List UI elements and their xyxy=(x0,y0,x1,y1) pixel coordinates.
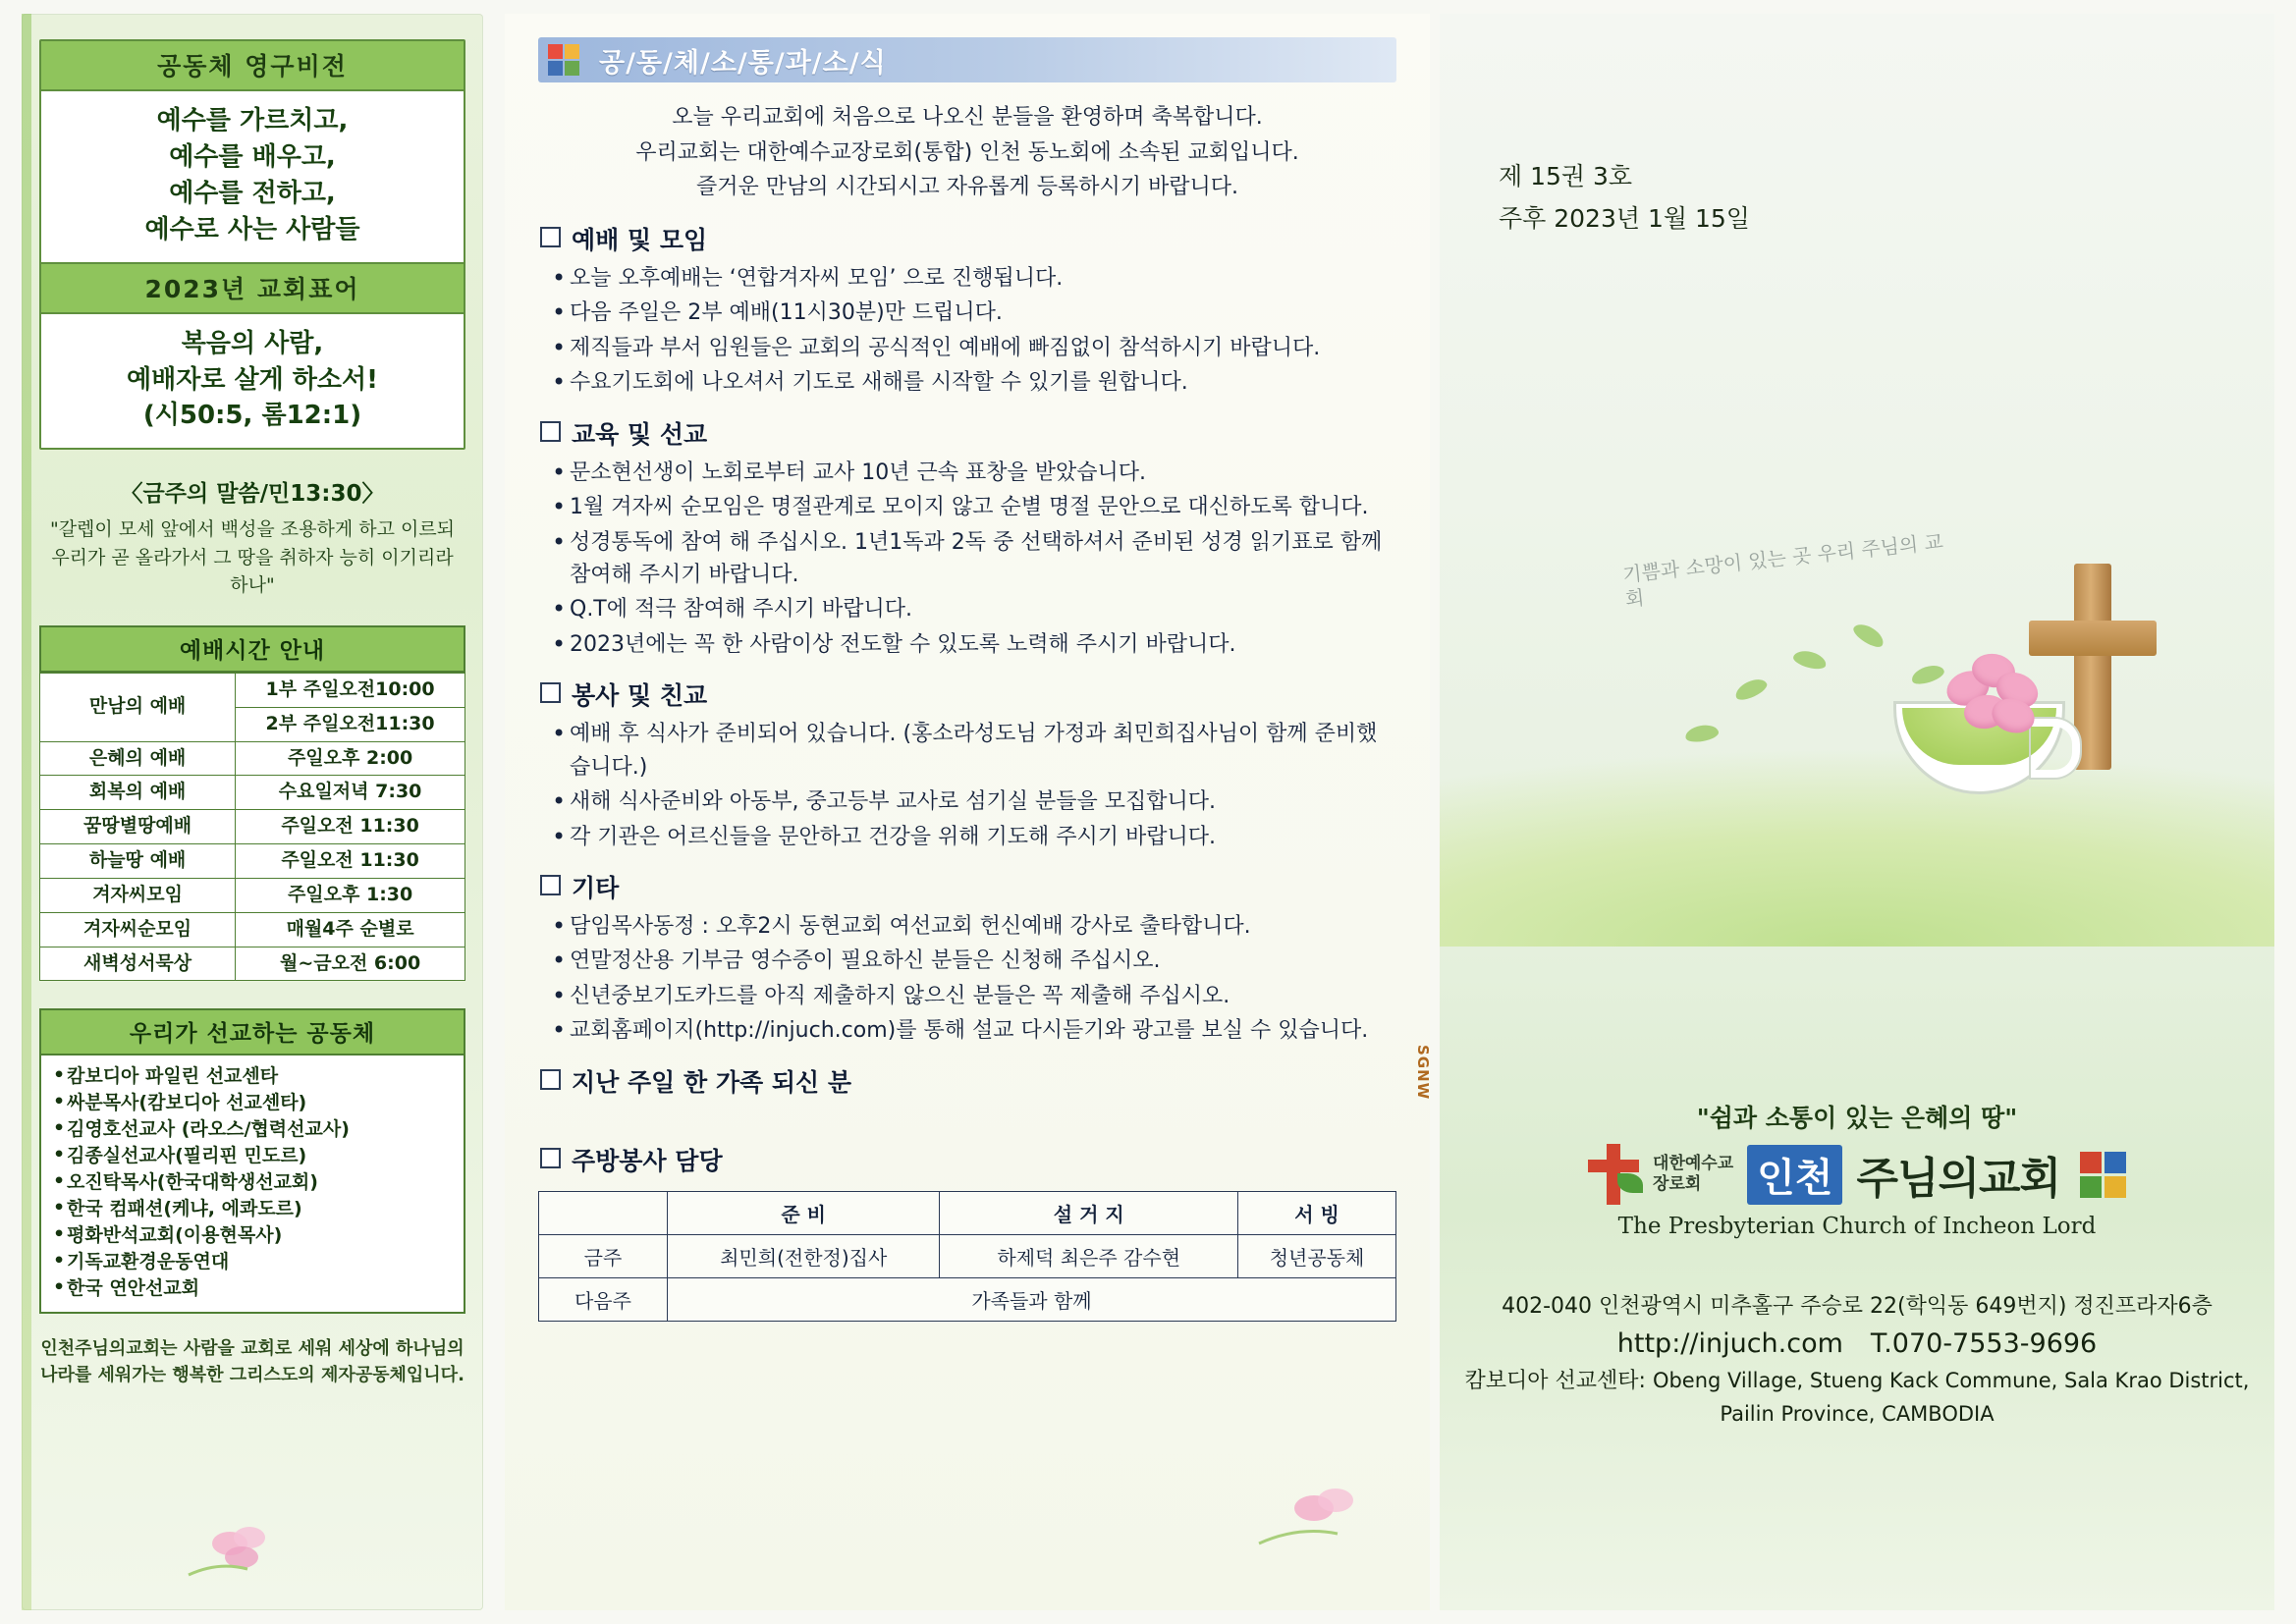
week-word-body: "갈렙이 모세 앞에서 백성을 조용하게 하고 이르되 우리가 곧 올라가서 그 땅을 취하자 능히 이기리라 하나" xyxy=(49,518,456,597)
leaf-icon xyxy=(1732,676,1770,704)
service-time: 1부 주일오전10:00 xyxy=(236,673,465,707)
list-item: • 한국 컴패션(케냐, 에콰도르) xyxy=(53,1196,454,1222)
list-item: • 평화반석교회(이용현목사) xyxy=(53,1222,454,1249)
list-item: • Q.T에 적극 참여해 주시기 바랍니다. xyxy=(538,593,1396,625)
news-banner-title: 공/동/체/소/통/과/소/식 xyxy=(599,47,887,79)
duty-cell: 최민희(전한정)집사 xyxy=(667,1234,940,1277)
section-title: 교육 및 선교 xyxy=(538,415,1396,451)
list-item: • 연말정산용 기부금 영수증이 필요하신 분들은 신청해 주십시오. xyxy=(538,945,1396,977)
church-address: 402-040 인천광역시 미추홀구 주승로 22(학익동 649번지) 정진프라자6층 xyxy=(1502,1294,2213,1319)
slogan-line: 복음의 사람, xyxy=(181,328,324,358)
list-item: • 싸분목사(캄보디아 선교센타) xyxy=(53,1090,454,1116)
flower-decoration-icon xyxy=(179,1514,297,1583)
service-time: 월~금오전 6:00 xyxy=(236,947,465,981)
service-time: 주일오후 2:00 xyxy=(236,741,465,776)
service-label: 겨자씨순모임 xyxy=(40,912,236,947)
list-item: • 제직들과 부서 임원들은 교회의 공식적인 예배에 빠짐없이 참석하시기 바랍니다. xyxy=(538,332,1396,364)
list-item: • 교회홈페이지(http://injuch.com)를 통해 설교 다시듣기와 광고를 보실 수 있습니다. xyxy=(538,1014,1396,1047)
duty-cell: 하제덕 최은주 감수현 xyxy=(940,1234,1238,1277)
service-label: 은혜의 예배 xyxy=(40,741,236,776)
list-item: • 오진탁목사(한국대학생선교회) xyxy=(53,1169,454,1196)
list-item: • 오늘 오후예배는 ‘연합겨자씨 모임’ 으로 진행됩니다. xyxy=(538,262,1396,295)
service-label: 겨자씨모임 xyxy=(40,878,236,912)
duty-header-wash: 설 거 지 xyxy=(940,1191,1238,1234)
slogan-line: (시50:5, 롬12:1) xyxy=(142,401,362,431)
intro-line: 즐거운 만남의 시간되시고 자유롭게 등록하시기 바랍니다. xyxy=(695,175,1238,200)
handwriting-text: 기쁨과 소망이 있는 곳 우리 주님의 교회 xyxy=(1621,529,1944,612)
list-item: • 캄보디아 파일린 선교센타 xyxy=(53,1063,454,1090)
list-item: • 1월 겨자씨 순모임은 명절관계로 모이지 않고 순별 명절 문안으로 대신하도록 합니다. xyxy=(538,491,1396,523)
service-label: 하늘땅 예배 xyxy=(40,844,236,879)
church-badge: 인천 xyxy=(1747,1145,1842,1205)
contact-line xyxy=(1440,1324,2274,1365)
service-time: 주일오전 11:30 xyxy=(236,810,465,844)
mission-center-address: Obeng Village, Stueng Kack Commune, Sala Krao District, Pailin Province, CAMBODIA xyxy=(1652,1368,2250,1427)
service-label: 만남의 예배 xyxy=(40,673,236,741)
mission-center-label: 캄보디아 선교센타: xyxy=(1464,1368,1646,1393)
duty-header-prep: 준 비 xyxy=(667,1191,940,1234)
kitchen-duty-title: 주방봉사 담당 xyxy=(538,1142,1396,1177)
church-tagline: "쉼과 소통이 있는 은혜의 땅" xyxy=(1696,1104,2018,1132)
left-panel xyxy=(22,14,483,1610)
table-row xyxy=(40,912,465,947)
section-service xyxy=(538,677,1396,853)
leaf-icon xyxy=(1792,648,1829,672)
table-row xyxy=(539,1277,1396,1321)
left-bottom-note: 인천주님의교회는 사람을 교회로 세워 세상에 하나님의 나라를 세워가는 행복한 그리스도의 제자공동체입니다. xyxy=(40,1338,465,1386)
service-table-header: 예배시간 안내 xyxy=(39,625,465,673)
vision-header: 공동체 영구비전 xyxy=(41,41,464,91)
mission-list xyxy=(39,1056,465,1314)
denomination-text xyxy=(1653,1154,1733,1196)
table-row xyxy=(40,878,465,912)
list-item: • 김영호선교사 (라오스/협력선교사) xyxy=(53,1116,454,1143)
contact-block xyxy=(1440,1290,2274,1432)
table-row xyxy=(40,673,465,707)
vision-line: 예수를 배우고, xyxy=(169,141,336,172)
list-item: • 한국 연안선교회 xyxy=(53,1275,454,1302)
slogan-line: 예배자로 살게 하소서! xyxy=(126,364,378,395)
vision-box xyxy=(39,39,465,450)
kitchen-duty-table xyxy=(538,1191,1396,1322)
mission-center-line xyxy=(1440,1365,2274,1432)
service-label: 새벽성서묵상 xyxy=(40,947,236,981)
center-panel xyxy=(505,14,1430,1610)
issue-volume: 제 15권 3호 xyxy=(1499,162,1633,190)
print-code: SGNW xyxy=(1414,1045,1432,1101)
cover-illustration xyxy=(1440,529,2274,947)
duty-cell: 청년공동체 xyxy=(1238,1234,1396,1277)
vision-lines xyxy=(41,91,464,262)
duty-header-serve: 서 빙 xyxy=(1238,1191,1396,1234)
section-worship xyxy=(538,221,1396,400)
church-phone: T.070-7553-9696 xyxy=(1870,1328,2098,1360)
duty-row-label: 금주 xyxy=(539,1234,668,1277)
table-row xyxy=(539,1234,1396,1277)
list-item: • 성경통독에 참여 해 주십시오. 1년1독과 2독 중 선택하셔서 준비된 성경 읽기표로 함께 참여해 주시기 바랍니다. xyxy=(538,526,1396,592)
section-title: 기타 xyxy=(538,869,1396,904)
service-time: 매월4주 순별로 xyxy=(236,912,465,947)
list-item: • 2023년에는 꼭 한 사람이상 전도할 수 있도록 노력해 주시기 바랍니다. xyxy=(538,628,1396,661)
table-row xyxy=(40,844,465,879)
mission-header: 우리가 선교하는 공동체 xyxy=(39,1008,465,1056)
service-time: 2부 주일오전11:30 xyxy=(236,707,465,741)
list-item: • 문소현선생이 노회로부터 교사 10년 근속 표창을 받았습니다. xyxy=(538,457,1396,489)
church-homepage[interactable]: http://injuch.com xyxy=(1616,1328,1843,1360)
service-time-table xyxy=(39,673,465,982)
list-item: • 새해 식사준비와 아동부, 중고등부 교사로 섬기실 분들을 모집합니다. xyxy=(538,785,1396,818)
list-item: • 다음 주일은 2부 예배(11시30분)만 드립니다. xyxy=(538,297,1396,329)
intro-line: 오늘 우리교회에 처음으로 나오신 분들을 환영하며 축복합니다. xyxy=(672,105,1263,130)
list-item: • 예배 후 식사가 준비되어 있습니다. (홍소라성도님 가정과 최민희집사님이 함께 준비했습니다.) xyxy=(538,718,1396,784)
section-title: 봉사 및 친교 xyxy=(538,677,1396,712)
list-item: • 각 기관은 어르신들을 문안하고 건강을 위해 기도해 주시기 바랍니다. xyxy=(538,821,1396,853)
service-label: 꿈땅별땅예배 xyxy=(40,810,236,844)
church-logo xyxy=(1440,1143,2274,1206)
table-row xyxy=(40,741,465,776)
list-item: • 수요기도회에 나오셔서 기도로 새해를 시작할 수 있기를 원합니다. xyxy=(538,366,1396,399)
church-name-english: The Presbyterian Church of Incheon Lord xyxy=(1617,1214,2097,1239)
intro-line: 우리교회는 대한예수교장로회(통합) 인천 동노회에 소속된 교회입니다. xyxy=(635,139,1299,165)
denomination-line: 장로회 xyxy=(1653,1174,1702,1194)
logo-cross-icon xyxy=(1588,1144,1639,1205)
section-title: 지난 주일 한 가족 되신 분 xyxy=(538,1063,1396,1099)
flower-decoration-icon xyxy=(1253,1463,1391,1551)
duty-row-label: 다음주 xyxy=(539,1277,668,1321)
list-item: • 김종실선교사(필리핀 민도르) xyxy=(53,1143,454,1169)
logo-squares-icon xyxy=(2080,1152,2126,1198)
duty-header-blank xyxy=(539,1191,668,1234)
list-item: • 기독교환경운동연대 xyxy=(53,1249,454,1275)
right-panel xyxy=(1440,14,2274,1610)
service-time: 수요일저녁 7:30 xyxy=(236,776,465,810)
list-item: • 신년중보기도카드를 아직 제출하지 않으신 분들은 꼭 제출해 주십시오. xyxy=(538,980,1396,1012)
section-new-family xyxy=(538,1063,1396,1099)
duty-cell-merged: 가족들과 함께 xyxy=(667,1277,1395,1321)
service-label: 회복의 예배 xyxy=(40,776,236,810)
table-row xyxy=(40,776,465,810)
slogan-header: 2023년 교회표어 xyxy=(41,262,464,314)
leaf-icon xyxy=(1909,662,1945,687)
welcome-intro xyxy=(538,100,1396,205)
vision-line: 예수로 사는 사람들 xyxy=(144,214,360,244)
section-education xyxy=(538,415,1396,662)
service-time: 주일오전 11:30 xyxy=(236,844,465,879)
issue-date: 주후 2023년 1월 15일 xyxy=(1499,203,1750,233)
week-word-title: 〈금주의 말씀/민13:30〉 xyxy=(120,481,385,508)
church-name: 주님의교회 xyxy=(1856,1154,2060,1204)
issue-info xyxy=(1499,156,1750,240)
section-etc xyxy=(538,869,1396,1048)
vision-line: 예수를 전하고, xyxy=(169,178,336,208)
vision-line: 예수를 가르치고, xyxy=(156,106,349,135)
table-row xyxy=(40,810,465,844)
table-header-row xyxy=(539,1191,1396,1234)
denomination-line: 대한예수교 xyxy=(1653,1153,1734,1173)
list-item: • 담임목사동정 : 오후2시 동현교회 여선교회 헌신예배 강사로 출타합니다. xyxy=(538,910,1396,943)
slogan-lines xyxy=(41,314,464,449)
pink-flower-icon xyxy=(1946,654,2041,742)
news-banner xyxy=(538,37,1396,82)
section-title: 예배 및 모임 xyxy=(538,221,1396,256)
table-row xyxy=(40,947,465,981)
grid-blocks-icon xyxy=(548,44,579,76)
service-time: 주일오후 1:30 xyxy=(236,878,465,912)
